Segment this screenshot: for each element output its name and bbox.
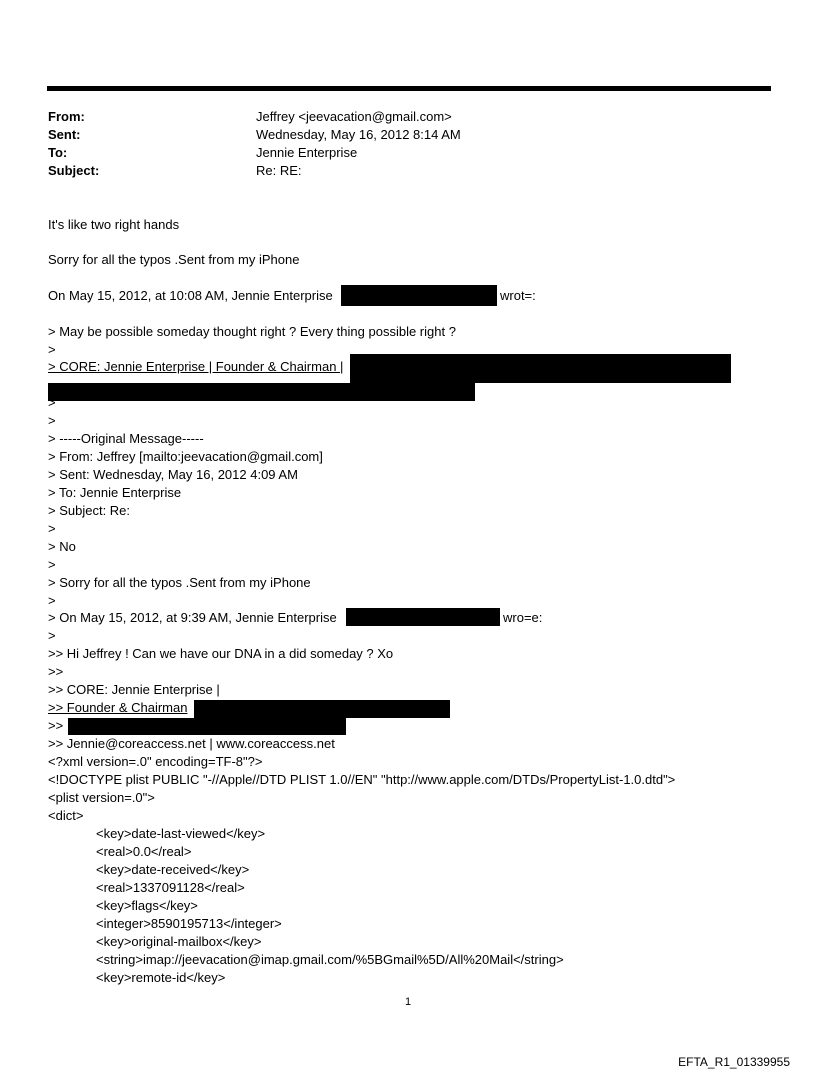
body-line: <plist version=.0"> (48, 790, 155, 805)
body-line: > CORE: Jennie Enterprise | Founder & Chairman | (48, 359, 344, 374)
body-line: Sorry for all the typos .Sent from my iPhone (48, 252, 300, 267)
body-line: <key>date-received</key> (96, 862, 250, 877)
from-row (48, 108, 748, 126)
body-line: > No (48, 539, 76, 554)
subject-row (48, 162, 748, 180)
body-line: <real>0.0</real> (96, 844, 192, 859)
from-label: From: (48, 109, 85, 124)
from-value: Jeffrey <jeevacation@gmail.com> (256, 109, 452, 124)
body-line: >> Founder & Chairman (48, 700, 188, 715)
sent-value: Wednesday, May 16, 2012 8:14 AM (256, 127, 461, 142)
body-line: > (48, 521, 56, 536)
email-header (48, 108, 748, 180)
body-line: <key>date-last-viewed</key> (96, 826, 266, 841)
page-number: 1 (404, 996, 412, 1008)
body-line: wrot=: (500, 288, 536, 303)
body-line: > Sorry for all the typos .Sent from my iPhone (48, 575, 311, 590)
redaction-block (350, 354, 731, 383)
body-line: >> Hi Jeffrey ! Can we have our DNA in a did someday ? Xo (48, 646, 394, 661)
body-line: <string>imap://jeevacation@imap.gmail.com/%5BGmail%5D/All%20Mail</string> (96, 952, 564, 967)
body-line: > (48, 413, 56, 428)
body-line: >> CORE: Jennie Enterprise | (48, 682, 220, 697)
body-line: > (48, 342, 56, 357)
body-line: > To: Jennie Enterprise (48, 485, 182, 500)
body-line: wro=e: (503, 610, 543, 625)
to-label: To: (48, 145, 68, 160)
body-line: <key>remote-id</key> (96, 970, 226, 985)
header-rule (47, 86, 771, 91)
body-line: > (48, 628, 56, 643)
body-line: >> Jennie@coreaccess.net | www.coreaccess.net (48, 736, 335, 751)
redaction-block (68, 718, 346, 735)
body-line: > Sent: Wednesday, May 16, 2012 4:09 AM (48, 467, 298, 482)
body-line: > May be possible someday thought right ? Every thing possible right ? (48, 324, 456, 339)
redaction-block (194, 700, 450, 718)
body-line: > (48, 557, 56, 572)
body-line: > Subject: Re: (48, 503, 131, 518)
subject-value: Re: RE: (256, 163, 302, 178)
redaction-block (346, 608, 500, 626)
body-line: <integer>8590195713</integer> (96, 916, 282, 931)
to-row (48, 144, 748, 162)
body-line: <dict> (48, 808, 84, 823)
body-line: It's like two right hands (48, 217, 180, 232)
body-line: On May 15, 2012, at 10:08 AM, Jennie Enterprise (48, 288, 333, 303)
body-line: > (48, 593, 56, 608)
subject-label: Subject: (48, 163, 100, 178)
body-line: <!DOCTYPE plist PUBLIC "-//Apple//DTD PLIST 1.0//EN" "http://www.apple.com/DTDs/PropertyList-1.0.dtd"> (48, 772, 676, 787)
body-line: > On May 15, 2012, at 9:39 AM, Jennie Enterprise (48, 610, 337, 625)
body-line: <?xml version=.0" encoding=TF-8"?> (48, 754, 263, 769)
sent-row (48, 126, 748, 144)
body-line: > (48, 395, 56, 410)
body-line: > -----Original Message----- (48, 431, 204, 446)
sent-label: Sent: (48, 127, 81, 142)
body-line: <key>original-mailbox</key> (96, 934, 262, 949)
to-value: Jennie Enterprise (256, 145, 358, 160)
body-line: >> (48, 664, 64, 679)
body-line: >> (48, 718, 64, 733)
redaction-block (48, 383, 475, 401)
body-line: > From: Jeffrey [mailto:jeevacation@gmail.com] (48, 449, 323, 464)
redaction-block (341, 285, 497, 306)
body-line: <key>flags</key> (96, 898, 198, 913)
body-line: <real>1337091128</real> (96, 880, 245, 895)
document-id: EFTA_R1_01339955 (678, 1055, 790, 1069)
